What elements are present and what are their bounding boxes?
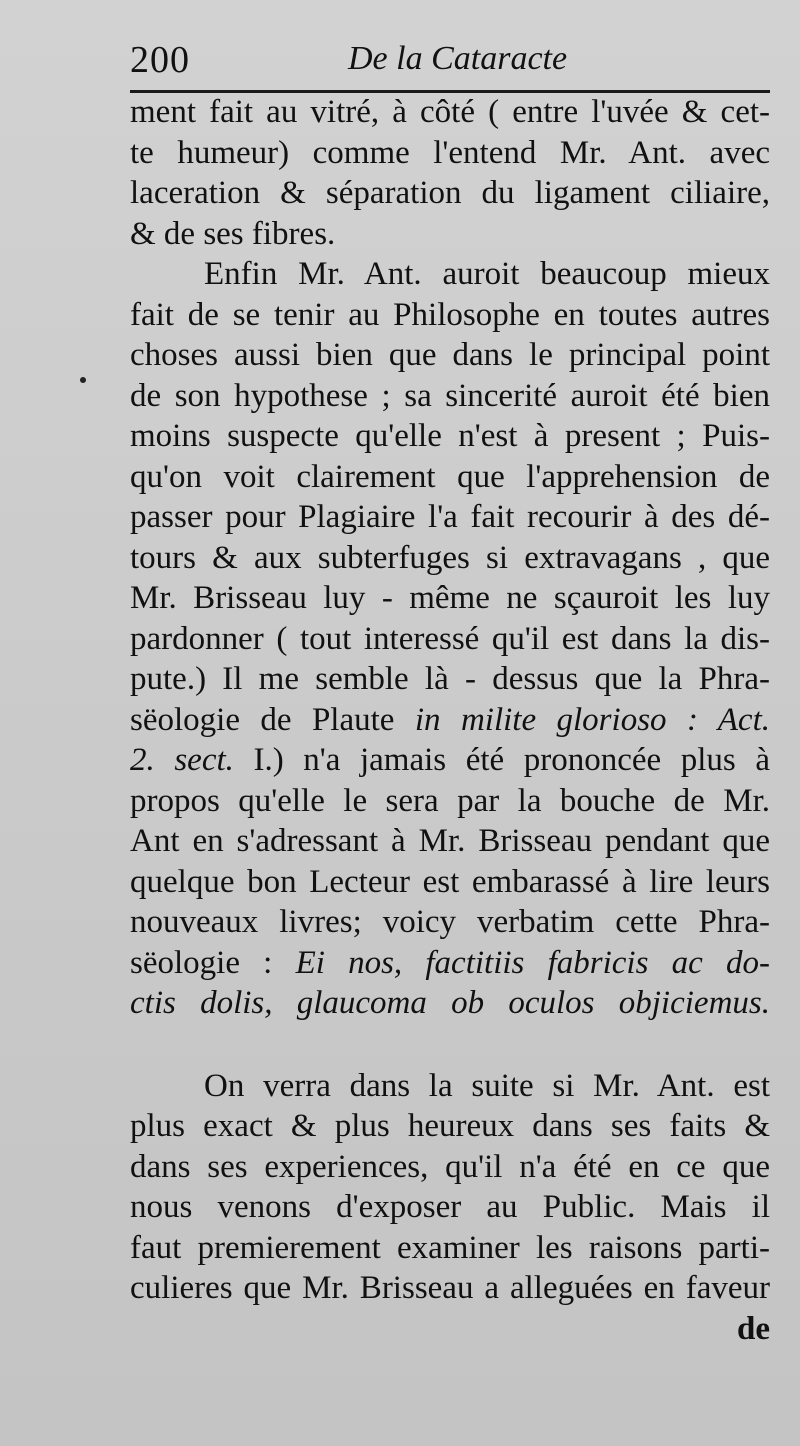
italic-citation: in milite glorioso : Act.	[414, 701, 770, 738]
text-run: sëologie :	[130, 944, 296, 981]
text-line	[130, 700, 770, 741]
text-line: & de ses fibres.	[130, 215, 336, 252]
text-line: nouveaux livres; voicy verbatim cette Phra-	[130, 904, 770, 940]
text-line: tours & aux subterfuges si extravagans , que	[130, 539, 770, 576]
page-header	[130, 38, 770, 93]
text-line: fait de se tenir au Philosophe en toutes autres	[130, 296, 770, 333]
text-line: On verra dans la suite si Mr. Ant. est	[204, 1067, 770, 1104]
text-line	[130, 740, 770, 781]
text-line: moins suspecte qu'elle n'est à present ; Puis-	[130, 418, 770, 454]
page-number: 200	[130, 39, 190, 81]
text-line: faut premierement examiner les raisons parti-	[130, 1229, 770, 1266]
running-title: De la Cataracte	[348, 40, 568, 77]
text-line: quelque bon Lecteur est embarassé à lire leurs	[130, 863, 770, 900]
latin-quote: Ei nos, factitiis fabricis ac do-	[295, 944, 770, 981]
text-line: plus exact & plus heureux dans ses faits &	[130, 1108, 770, 1144]
text-line: Enfin Mr. Ant. auroit beaucoup mieux	[204, 256, 770, 292]
text-line: qu'on voit clairement que l'apprehension de	[130, 458, 770, 495]
text-line: propos qu'elle le sera par la bouche de Mr.	[130, 782, 770, 819]
text-line: pute.) Il me semble là - dessus que la Phra-	[130, 661, 770, 697]
latin-quote: ctis dolis, glaucoma ob oculos objiciemus.	[130, 985, 770, 1021]
text-line: choses aussi bien que dans le principal point	[130, 337, 770, 373]
text-run: I.) n'a jamais été prononcée plus à	[233, 742, 770, 778]
text-line	[130, 943, 770, 984]
text-line: pardonner ( tout interessé qu'il est dans la dis-	[130, 620, 770, 657]
catchword: de	[737, 1310, 770, 1347]
text-line: laceration & séparation du ligament ciliaire,	[130, 175, 770, 211]
text-line: dans ses experiences, qu'il n'a été en ce que	[130, 1148, 770, 1185]
ink-speck	[80, 377, 86, 383]
text-line: ment fait au vitré, à côté ( entre l'uvée & cet-	[130, 94, 770, 130]
text-run: sëologie de Plaute	[130, 701, 415, 738]
text-line: nous venons d'exposer au Public. Mais il	[130, 1189, 770, 1225]
text-line: te humeur) comme l'entend Mr. Ant. avec	[130, 134, 770, 171]
paragraph-gap	[130, 1024, 770, 1066]
text-line: Mr. Brisseau luy - même ne sçauroit les luy	[130, 580, 770, 616]
text-line: culieres que Mr. Brisseau a alleguées en faveur	[130, 1270, 770, 1306]
italic-citation: 2. sect.	[130, 742, 234, 778]
body-text	[130, 92, 770, 1349]
text-line: de son hypothese ; sa sincerité auroit été bien	[130, 377, 770, 414]
text-line: passer pour Plagiaire l'a fait recourir à des dé-	[130, 499, 770, 535]
text-line: Ant en s'adressant à Mr. Brisseau pendant que	[130, 823, 770, 859]
